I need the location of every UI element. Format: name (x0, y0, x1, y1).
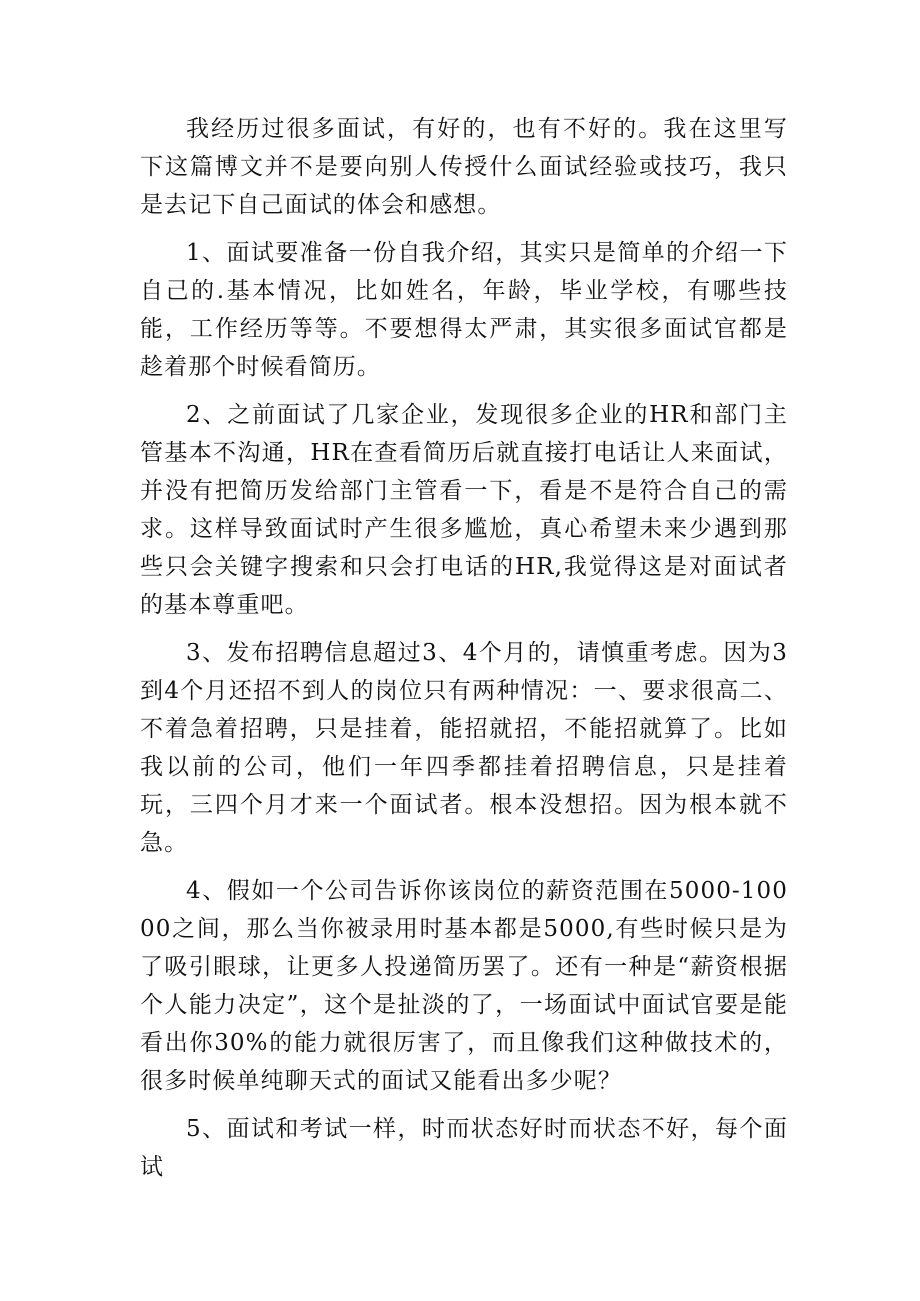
paragraph-point-4: 4、假如一个公司告诉你该岗位的薪资范围在5000-10000之间，那么当你被录用时基本都是5000,有些时候只是为了吸引眼球，让更多人投递简历罢了。还有一种是“薪资根据个人能力决定”，这个是扯淡的了，一场面试中面试官要是能看出你30%的能力就很厉害了，而且像我们这种做技术的，很多时候单纯聊天式的面试又能看出多少呢？ (140, 878, 788, 1094)
paragraph-point-2: 2、之前面试了几家企业，发现很多企业的HR和部门主管基本不沟通，HR在查看简历后就直接打电话让人来面试，并没有把简历发给部门主管看一下，看是不是符合自己的需求。这样导致面试时产生很多尴尬，真心希望未来少遇到那些只会关键字搜索和只会打电话的HR,我觉得这是对面试者的基本尊重吧。 (140, 402, 788, 618)
paragraph-point-3: 3、发布招聘信息超过3、4个月的，请慎重考虑。因为3到4个月还招不到人的岗位只有两种情况：一、要求很高二、不着急着招聘，只是挂着，能招就招，不能招就算了。比如我以前的公司，他们一年四季都挂着招聘信息，只是挂着玩，三四个月才来一个面试者。根本没想招。因为根本就不急。 (140, 640, 788, 856)
document-body (140, 110, 788, 1196)
paragraph-intro: 我经历过很多面试，有好的，也有不好的。我在这里写下这篇博文并不是要向别人传授什么面试经验或技巧，我只是去记下自己面试的体会和感想。 (140, 116, 788, 218)
paragraph-point-1: 1、面试要准备一份自我介绍，其实只是简单的介绍一下自己的.基本情况，比如姓名，年龄，毕业学校，有哪些技能，工作经历等等。不要想得太严肃，其实很多面试官都是趁着那个时候看简历。 (140, 240, 788, 380)
paragraph-point-5: 5、面试和考试一样，时而状态好时而状态不好，每个面试 (140, 1116, 788, 1180)
